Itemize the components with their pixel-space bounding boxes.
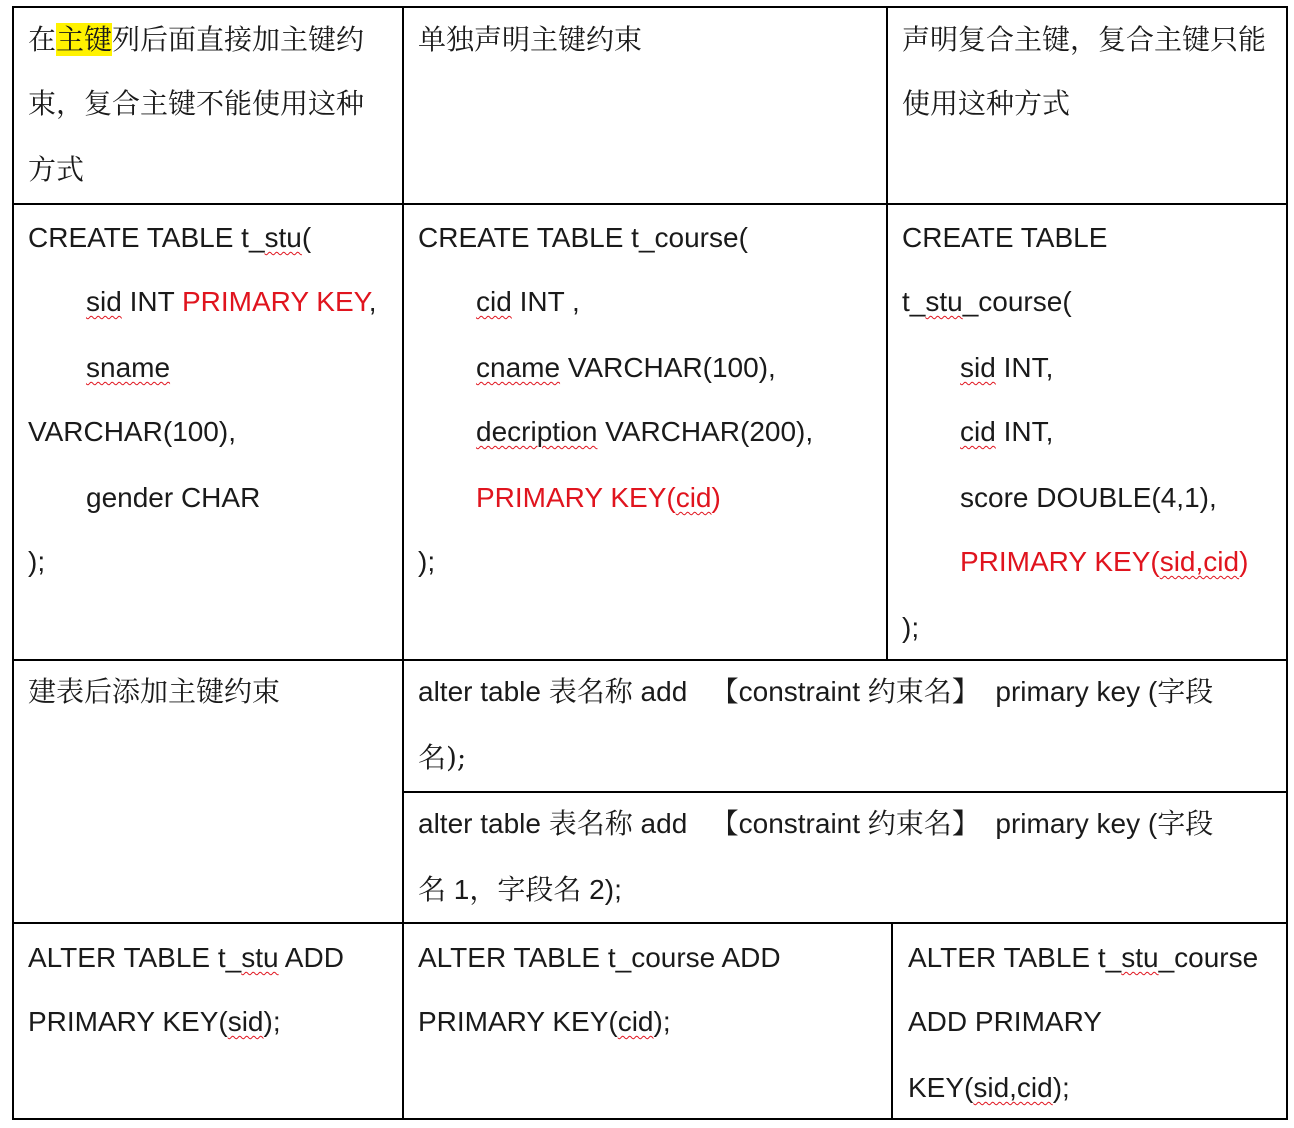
code-line: PRIMARY KEY(cid); xyxy=(418,1006,671,1037)
row-divider-4 xyxy=(12,922,1288,924)
code-line: ); xyxy=(418,546,436,577)
row-divider-3-sub xyxy=(402,791,1288,793)
code-line: CREATE TABLE t_course( xyxy=(418,222,748,253)
code-line: ALTER TABLE t_course ADD xyxy=(418,942,781,973)
code-line: ALTER TABLE t_stu ADD xyxy=(28,942,344,973)
code-line: CREATE TABLE t_stu( xyxy=(28,222,312,253)
code-line: PRIMARY KEY(sid); xyxy=(28,1006,281,1037)
table-border-bottom xyxy=(12,1118,1288,1120)
table-border-left xyxy=(12,6,14,1120)
syntax-line: alter table 表名称 add 【constraint 约束名】 primary key (字段 xyxy=(418,675,1214,708)
composite-pk-text-line1: 声明复合主键，复合主键只能 xyxy=(902,23,1267,56)
row-divider-1 xyxy=(12,203,1288,205)
code-line: gender CHAR xyxy=(86,482,261,513)
primary-key-keyword: PRIMARY KEY xyxy=(181,286,369,317)
table-border-top xyxy=(12,6,1288,8)
code-line: decription VARCHAR(200), xyxy=(476,416,814,447)
code-line: score DOUBLE(4,1), xyxy=(960,482,1217,513)
code-line: sid INT PRIMARY KEY, xyxy=(86,286,377,317)
code-line: CREATE TABLE xyxy=(902,222,1108,253)
inline-pk-text-line1: 在主键列后面直接加主键约 xyxy=(28,23,365,56)
syntax-line: alter table 表名称 add 【constraint 约束名】 primary key (字段 xyxy=(418,807,1214,840)
code-line: ADD PRIMARY xyxy=(908,1006,1102,1037)
code-line: KEY(sid,cid); xyxy=(908,1072,1070,1103)
code-line: sid INT, xyxy=(960,352,1054,383)
inline-pk-text-line2: 束，复合主键不能使用这种 xyxy=(28,87,365,120)
code-line: sname xyxy=(86,352,171,383)
primary-key-clause: PRIMARY KEY(sid,cid) xyxy=(960,546,1249,577)
code-line: cid INT , xyxy=(476,286,580,317)
code-line: ); xyxy=(28,546,46,577)
separate-pk-description: 单独声明主键约束 xyxy=(418,23,643,56)
row-divider-2 xyxy=(12,659,1288,661)
add-pk-after-create-label: 建表后添加主键约束 xyxy=(28,675,281,708)
highlighted-term: 主键 xyxy=(56,23,113,56)
col-divider-2-lower xyxy=(891,922,893,1120)
col-divider-1 xyxy=(402,6,404,1120)
inline-pk-text-line3: 方式 xyxy=(28,153,85,186)
code-line: ); xyxy=(902,612,920,643)
code-line: cid INT, xyxy=(960,416,1054,447)
syntax-line: 名); xyxy=(418,741,467,774)
code-line: t_stu_course( xyxy=(902,286,1072,317)
primary-key-clause: PRIMARY KEY(cid) xyxy=(476,482,721,513)
col-divider-2-upper xyxy=(886,6,888,661)
code-line: cname VARCHAR(100), xyxy=(476,352,776,383)
table-border-right xyxy=(1286,6,1288,1120)
syntax-line: 名 1，字段名 2); xyxy=(418,873,622,906)
code-line: VARCHAR(100), xyxy=(28,416,236,447)
composite-pk-text-line2: 使用这种方式 xyxy=(902,87,1071,120)
code-line: ALTER TABLE t_stu_course xyxy=(908,942,1259,973)
